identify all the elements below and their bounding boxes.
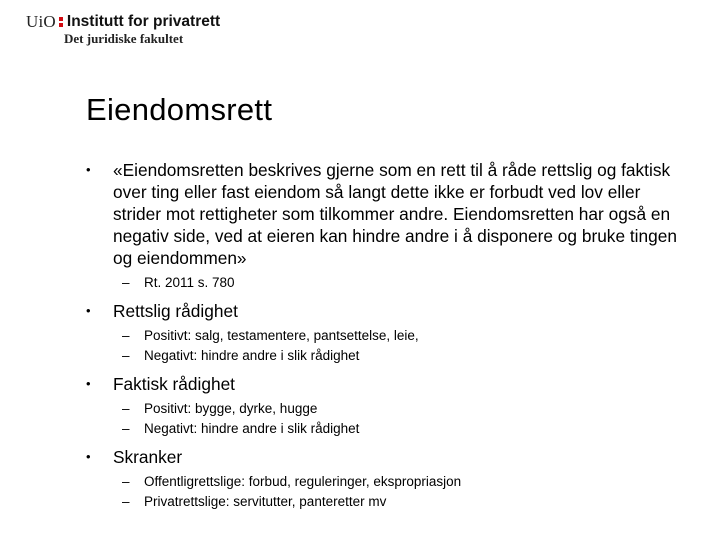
sub-bullet-marker: – [122,474,130,489]
bullet-item [86,300,686,322]
sub-bullet-text: Negativt: hindre andre i slik rådighet [144,421,360,436]
bullet-marker: • [86,376,91,391]
sub-bullet-item [86,492,686,512]
sub-bullet-text: Rt. 2011 s. 780 [144,275,235,290]
bullet-item [86,446,686,468]
sub-bullet-text: Positivt: salg, testamentere, pantsettelse, leie, [144,328,419,343]
sub-bullet-item [86,273,686,293]
sub-bullet-marker: – [122,275,130,290]
sub-bullet-text: Privatrettslige: servitutter, panteretter mv [144,494,387,509]
logo-colon-mark [59,15,63,29]
logo-top-row [26,13,220,30]
sub-bullet-text: Negativt: hindre andre i slik rådighet [144,348,360,363]
bullet-text: Skranker [113,447,183,467]
bullet-text: «Eiendomsretten beskrives gjerne som en rett til å råde rettslig og faktisk over ting eller fast eiendom så langt dette ikke er forbudt ved lov eller strider mot rettigheter som tilkommer andre. Eiendomsretten har også en negativ side, ved at eieren kan hindre andre i å disponere og bruke tingen og eiendommen» [113,160,677,268]
sub-bullet-marker: – [122,348,130,363]
sub-bullet-item [86,419,686,439]
sub-bullet-marker: – [122,401,130,416]
sub-bullet-text: Positivt: bygge, dyrke, hugge [144,401,318,416]
bullet-text: Faktisk rådighet [113,374,235,394]
sub-bullet-marker: – [122,421,130,436]
sub-bullet-text: Offentligrettslige: forbud, reguleringer, ekspropriasjon [144,474,462,489]
slide-title: Eiendomsrett [86,92,273,127]
sub-bullet-item [86,472,686,492]
sub-bullet-marker: – [122,494,130,509]
sub-bullet-item [86,346,686,366]
bullet-text: Rettslig rådighet [113,301,238,321]
slide-content [86,159,686,512]
sub-bullet-marker: – [122,328,130,343]
institute-name: Institutt for privatrett [66,12,221,30]
bullet-marker: • [86,449,91,464]
sub-bullet-item [86,399,686,419]
bullet-item [86,373,686,395]
faculty-name: Det juridiske fakultet [64,31,184,46]
bullet-item [86,159,686,269]
logo-uio-text: UiO [26,12,56,31]
bullet-marker: • [86,162,91,177]
uio-logo [26,13,220,45]
sub-bullet-item [86,326,686,346]
bullet-marker: • [86,303,91,318]
